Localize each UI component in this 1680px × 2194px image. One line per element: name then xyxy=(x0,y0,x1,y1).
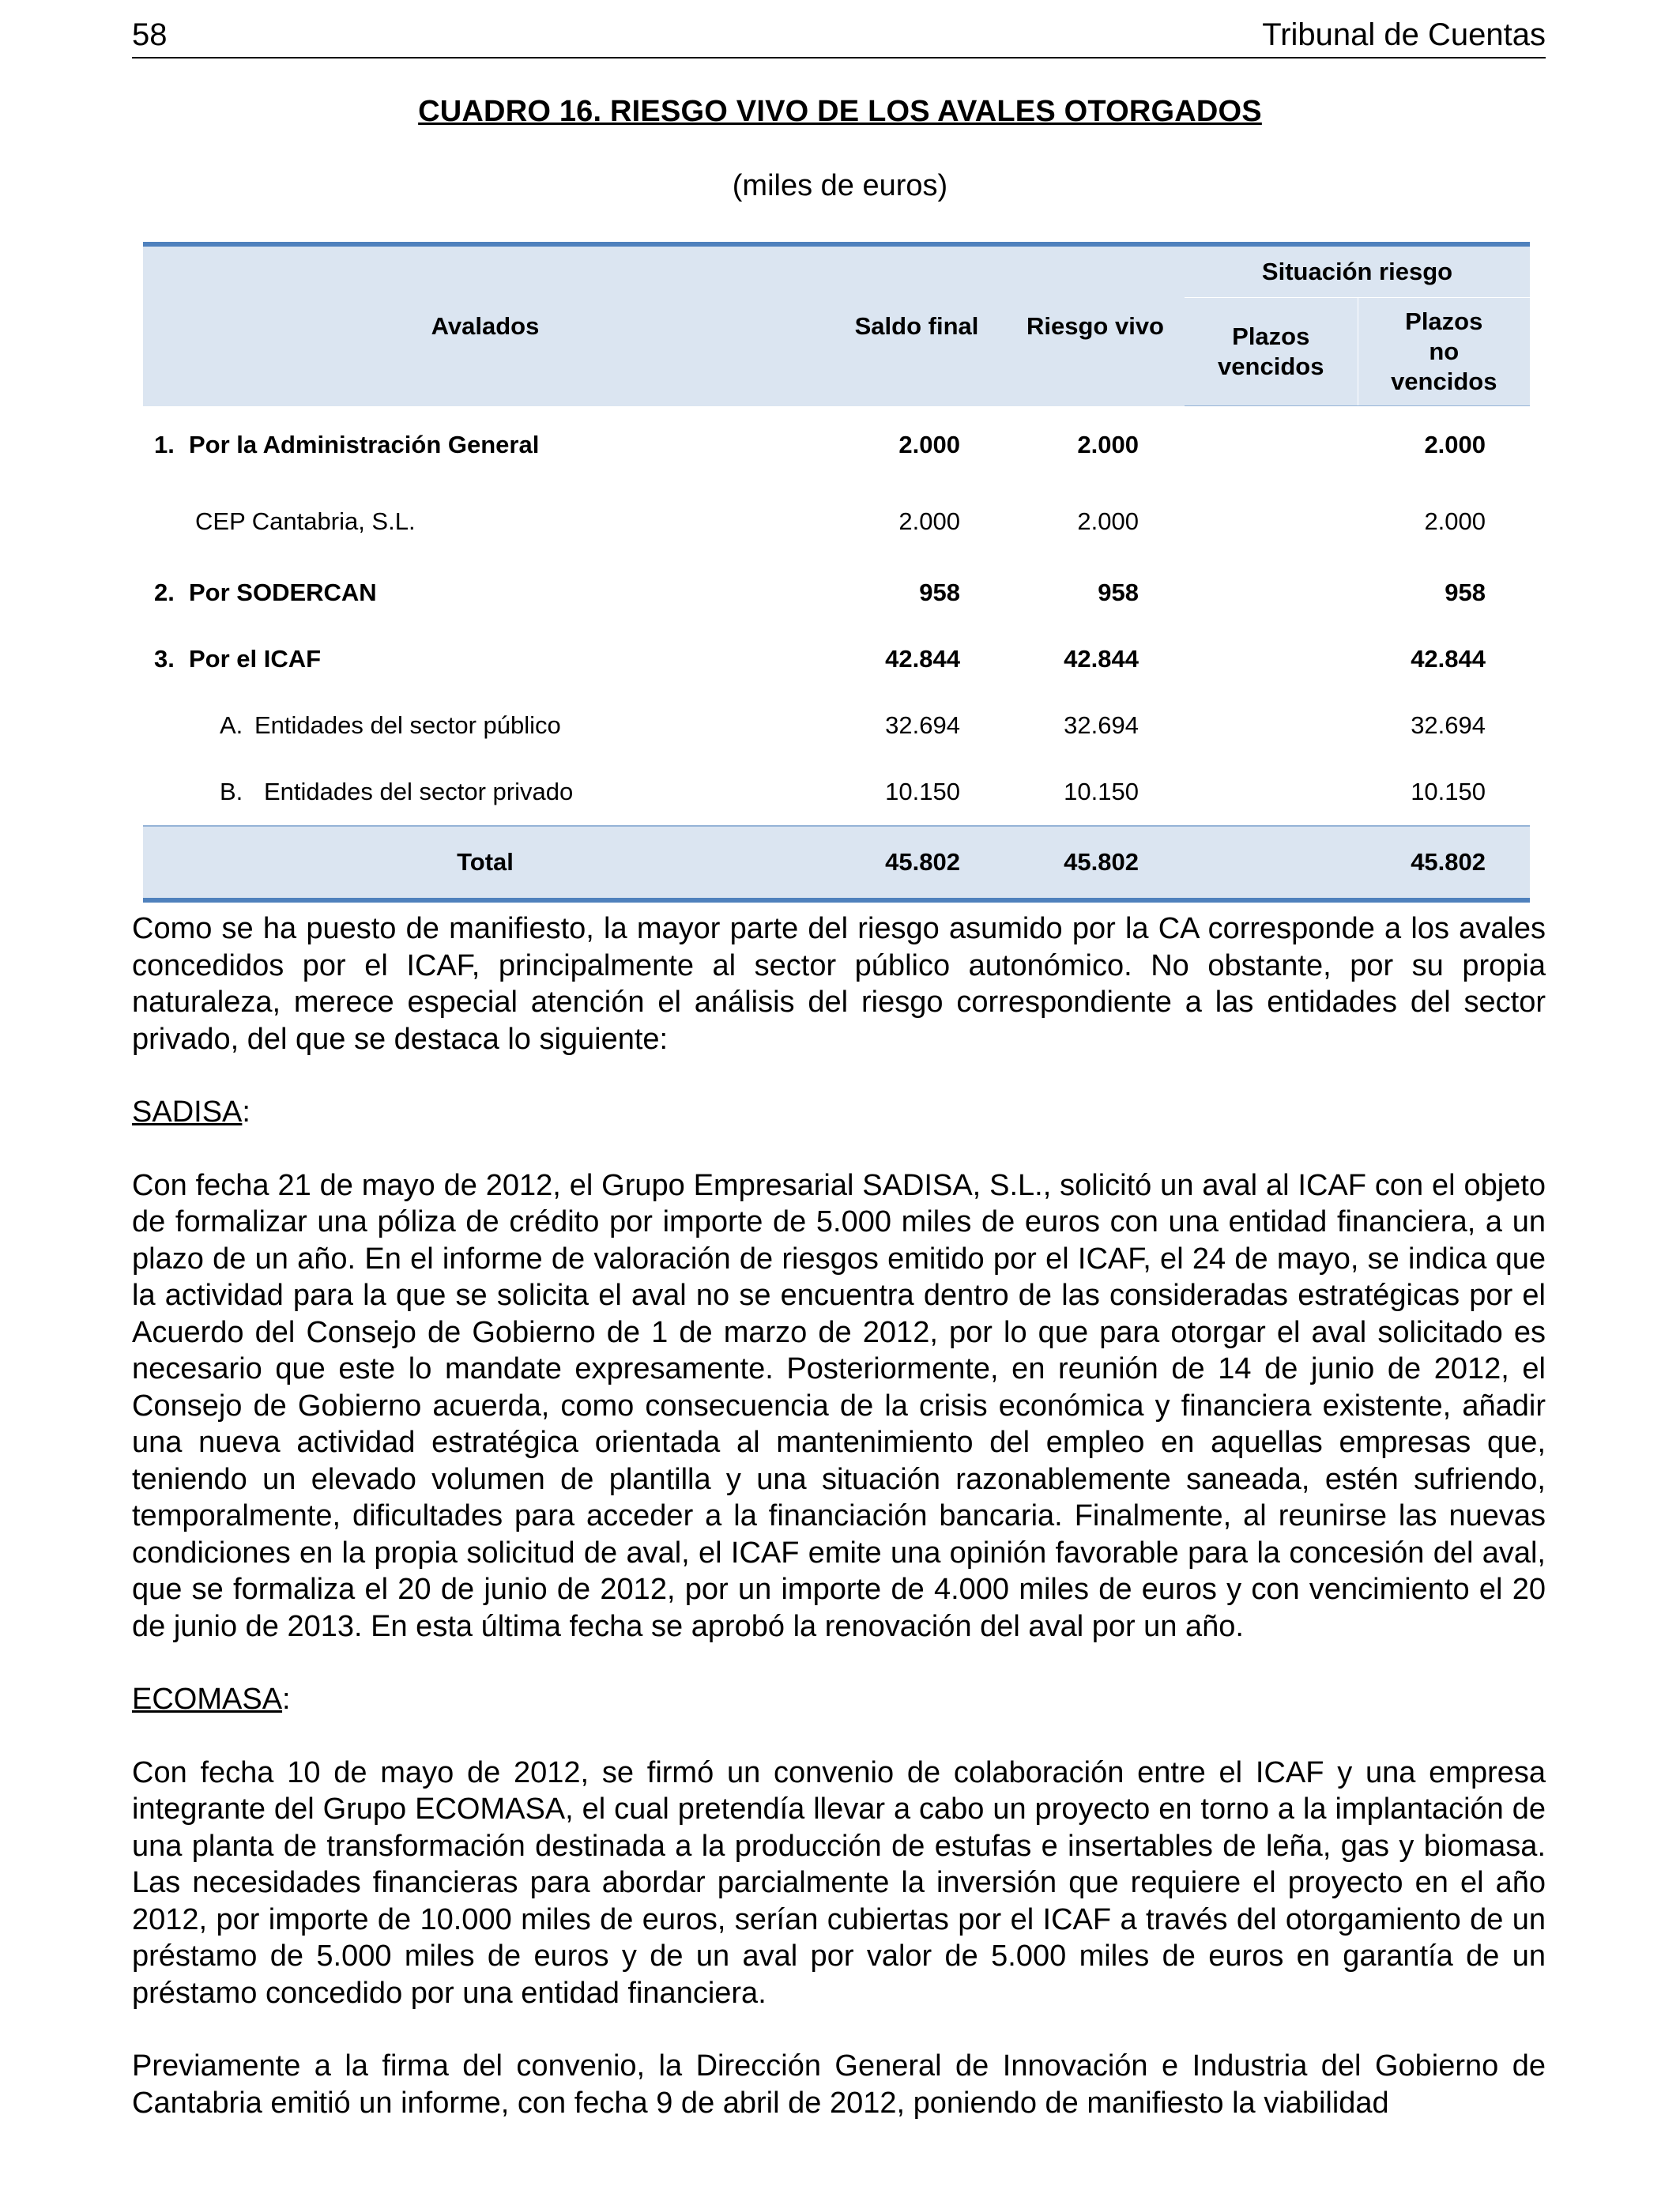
cell-riesgo-vivo: 2.000 xyxy=(1077,430,1139,458)
table-units: (miles de euros) xyxy=(732,169,948,202)
cell-saldo-final: 42.844 xyxy=(885,645,960,673)
header-line: vencidos xyxy=(1391,368,1497,395)
running-header xyxy=(132,13,1546,58)
cell-saldo-final: 10.150 xyxy=(885,778,960,805)
heading-colon: : xyxy=(282,1683,291,1716)
cell-plazos-no-vencidos: 10.150 xyxy=(1411,778,1486,805)
risk-table xyxy=(143,242,1530,903)
total-saldo-final: 45.802 xyxy=(827,826,1006,900)
cell-plazos-vencidos xyxy=(1185,759,1358,826)
header-line: no xyxy=(1429,337,1460,365)
row-label xyxy=(143,484,827,560)
cell-saldo-final: 2.000 xyxy=(898,507,960,535)
paragraph-last: Previamente a la firma del convenio, la Dirección General de Innovación e Industria del Gobierno de Cantabria emitió un informe, con fecha 9 de abril de 2012, poniendo de manifiesto la viabilidad xyxy=(132,2049,1546,2120)
total-plazos-vencidos xyxy=(1185,826,1358,900)
table-row xyxy=(143,560,1530,626)
table-row xyxy=(143,692,1530,759)
paragraph-intro: Como se ha puesto de manifiesto, la mayor parte del riesgo asumido por la CA corresponde a los avales concedidos por el ICAF, principalmente al sector público autonómico. No obstante, por su propia naturaleza, merece especial atención el análisis del riesgo correspondiente a las entidades del sector privado, del que se destaca lo siguiente: xyxy=(132,912,1546,1056)
cell-plazos-vencidos xyxy=(1185,484,1358,560)
table-title: CUADRO 16. RIESGO VIVO DE LOS AVALES OTORGADOS xyxy=(418,95,1262,128)
row-index: A. xyxy=(220,711,243,739)
cell-riesgo-vivo: 958 xyxy=(1098,579,1139,606)
row-index: 1. xyxy=(154,430,175,458)
header-line: Plazos xyxy=(1405,307,1483,335)
paragraph-ecomasa: Con fecha 10 de mayo de 2012, se firmó un convenio de colaboración entre el ICAF y una empresa integrante del Grupo ECOMASA, el cual pretendía llevar a cabo un proyecto en torno a la implantación de una planta de transformación destinada a la producción de estufas e insertables de leña, gas y biomasa. Las necesidades financieras para abordar parcialmente la inversión que requiere el proyecto en el año 2012, por importe de 10.000 miles de euros, serían cubiertas por el ICAF a través del otorgamiento de un préstamo de 5.000 miles de euros y de un aval por valor de 5.000 miles de euros en garantía de un préstamo concedido por una entidad financiera. xyxy=(132,1755,1546,2010)
cell-riesgo-vivo: 32.694 xyxy=(1064,711,1139,739)
table-row xyxy=(143,626,1530,692)
total-plazos-no-vencidos: 45.802 xyxy=(1358,826,1530,900)
col-header-situacion-riesgo: Situación riesgo xyxy=(1185,244,1530,298)
row-label xyxy=(143,560,827,626)
row-label-text: Entidades del sector privado xyxy=(264,778,574,805)
col-header-plazos-vencidos xyxy=(1185,298,1358,406)
cell-saldo-final: 32.694 xyxy=(885,711,960,739)
cell-saldo-final: 958 xyxy=(919,579,960,606)
row-label-text: Por el ICAF xyxy=(189,645,322,673)
row-label xyxy=(143,692,827,759)
header-line: vencidos xyxy=(1218,352,1324,380)
row-label-text: Por la Administración General xyxy=(189,430,540,458)
page-number: 58 xyxy=(132,17,168,52)
paragraph-sadisa: Con fecha 21 de mayo de 2012, el Grupo Empresarial SADISA, S.L., solicitó un aval al ICAF con el objeto de formalizar una póliza de crédito por importe de 5.000 miles de euros con una entidad financiera, a un plazo de un año. En el informe de valoración de riesgos emitido por el ICAF, el 24 de mayo, se indica que la actividad para la que se solicita el aval no se encuentra dentro de las consideradas estratégicas por el Acuerdo del Consejo de Gobierno de 1 de marzo de 2012, por lo que para otorgar el aval solicitado es necesario que este lo mandate expresamente. Posteriormente, en reunión de 14 de junio de 2012, el Consejo de Gobierno acuerda, como consecuencia de la crisis económica y financiera existente, añadir una nueva actividad estratégica orientada al mantenimiento del empleo en aquellas empresas que, teniendo un elevado volumen de plantilla y una situación razonablemente saneada, estén sufriendo, temporalmente, dificultades para acceder a la financiación bancaria. Finalmente, al reunirse las nuevas condiciones en la propia solicitud de aval, el ICAF emite una opinión favorable para la concesión del aval, que se formaliza el 20 de junio de 2012, por un importe de 4.000 miles de euros y con vencimiento el 20 de junio de 2013. En esta última fecha se aprobó la renovación del aval por un año. xyxy=(132,1168,1546,1643)
cell-riesgo-vivo: 42.844 xyxy=(1064,645,1139,673)
total-riesgo-vivo: 45.802 xyxy=(1006,826,1185,900)
cell-plazos-vencidos xyxy=(1185,560,1358,626)
cell-plazos-no-vencidos: 42.844 xyxy=(1411,645,1486,673)
row-index: B. xyxy=(220,778,243,805)
publisher-name: Tribunal de Cuentas xyxy=(1262,17,1546,52)
row-label-text: Por SODERCAN xyxy=(189,579,377,606)
cell-plazos-no-vencidos: 958 xyxy=(1445,579,1486,606)
table-row xyxy=(143,484,1530,560)
row-label xyxy=(143,626,827,692)
heading-colon: : xyxy=(242,1095,250,1129)
heading-text: ECOMASA xyxy=(132,1683,283,1716)
row-index: 3. xyxy=(154,645,175,673)
cell-riesgo-vivo: 2.000 xyxy=(1077,507,1139,535)
cell-plazos-vencidos xyxy=(1185,692,1358,759)
col-header-riesgo-vivo: Riesgo vivo xyxy=(1006,244,1185,406)
row-label xyxy=(143,406,827,484)
col-header-avalados: Avalados xyxy=(143,244,827,406)
cell-plazos-vencidos xyxy=(1185,406,1358,484)
row-index: 2. xyxy=(154,579,175,606)
row-label-text: Entidades del sector público xyxy=(254,711,561,739)
total-row xyxy=(143,826,1530,900)
table-header-row xyxy=(143,244,1530,298)
col-header-saldo-final: Saldo final xyxy=(827,244,1006,406)
heading-text: SADISA xyxy=(132,1095,243,1129)
col-header-plazos-no-vencidos xyxy=(1358,298,1530,406)
cell-plazos-no-vencidos: 2.000 xyxy=(1424,431,1486,458)
table-row xyxy=(143,759,1530,826)
body-text xyxy=(132,910,1546,2121)
cell-plazos-vencidos xyxy=(1185,626,1358,692)
row-label-text: CEP Cantabria, S.L. xyxy=(195,507,416,535)
section-heading-ecomasa xyxy=(132,1681,1546,1718)
cell-plazos-no-vencidos: 32.694 xyxy=(1411,711,1486,739)
row-label xyxy=(143,759,827,826)
total-label: Total xyxy=(143,826,827,900)
table-row xyxy=(143,406,1530,484)
cell-plazos-no-vencidos: 2.000 xyxy=(1424,507,1486,535)
section-heading-sadisa xyxy=(132,1094,1546,1131)
cell-saldo-final: 2.000 xyxy=(898,430,960,458)
header-line: Plazos xyxy=(1232,322,1310,350)
cell-riesgo-vivo: 10.150 xyxy=(1064,778,1139,805)
